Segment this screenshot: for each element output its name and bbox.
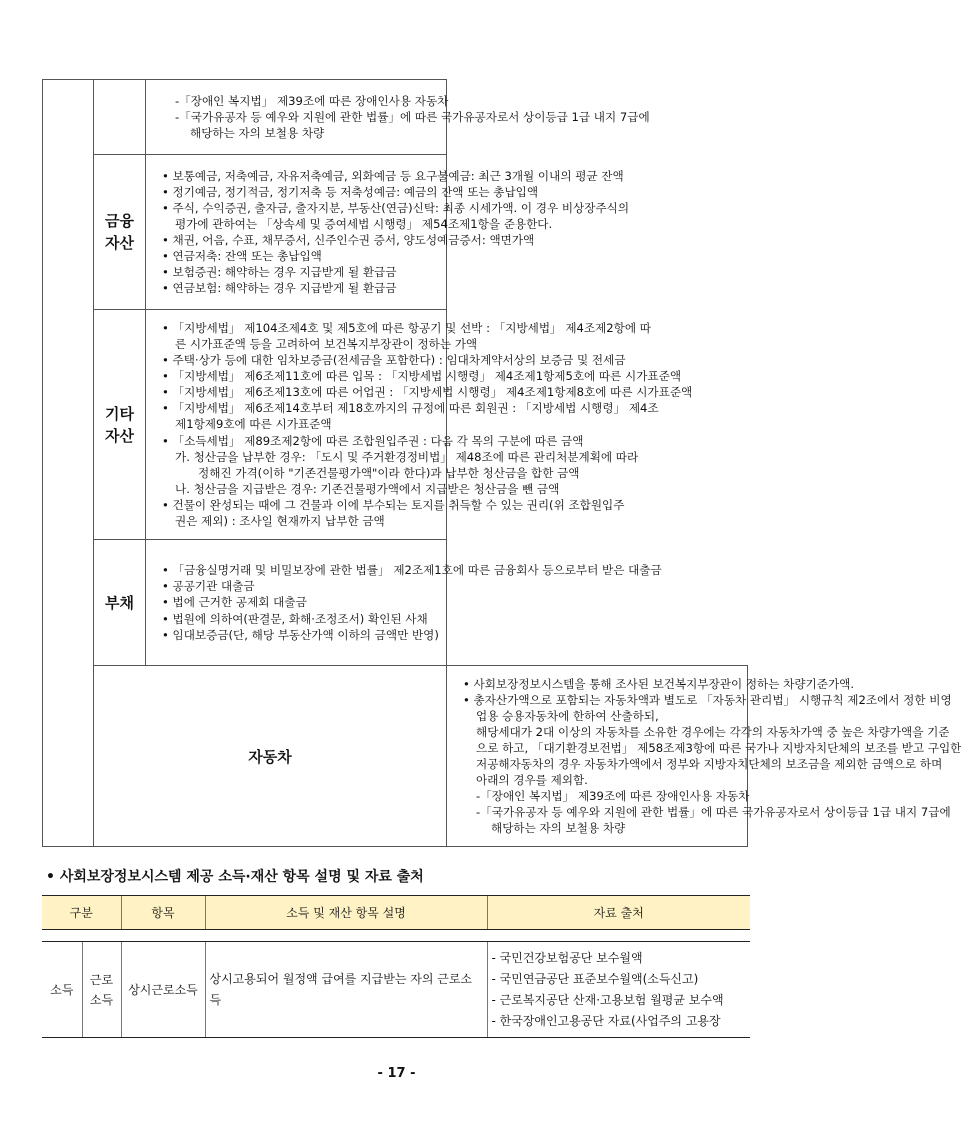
- category-vehicle: 자동차: [94, 666, 447, 847]
- text-line: • 임대보증금(단, 해당 부동산가액 이하의 금액만 반영): [162, 627, 439, 642]
- source-line: - 한국장애인고용공단 자료(사업주의 고용장: [491, 1013, 721, 1028]
- section-title: • 사회보장정보시스템 제공 소득·재산 항목 설명 및 자료 출처: [46, 869, 424, 885]
- text-line: 저공해자동차의 경우 자동차가액에서 정부와 지방자치단체의 보조금을 제외한 금액으로 하며: [476, 757, 943, 771]
- source-line: - 근로복지공단 산재·고용보험 월평균 보수액: [491, 992, 724, 1007]
- page-number: - 17 -: [377, 1066, 416, 1081]
- table-row: [43, 80, 748, 155]
- text-line: 해당세대가 2대 이상의 자동차를 소유한 경우에는 각각의 자동차가액 중 높은 차량가액을 기준: [476, 724, 950, 739]
- description-cell: 상시고용되어 월정액 급여를 지급받는 자의 근로소득: [205, 942, 487, 1038]
- category-financial-assets: 금융 자산: [94, 155, 146, 310]
- text-line: • 보통예금, 저축예금, 자유저축예금, 외화예금 등 요구불예금: 최근 3개월 이내의 평균 잔액: [162, 168, 624, 183]
- header-item: 항목: [121, 896, 205, 930]
- source-line: - 국민연금공단 표준보수월액(소득신고): [491, 971, 699, 986]
- vehicle-cell: [447, 666, 961, 847]
- text-line: • 연금저축: 잔액 또는 총납입액: [162, 249, 322, 264]
- text-line: • 건물이 완성되는 때에 그 건물과 이에 부수되는 토지를 취득할 수 있는 권리(위 조합원입주: [162, 497, 625, 512]
- text-line: 해당하는 자의 보철용 차량: [491, 821, 626, 836]
- text-line: • 채권, 어음, 수표, 채무증서, 신주인수권 증서, 양도성예금증서: 액면가액: [162, 233, 535, 247]
- blank-category-cell: [94, 80, 146, 155]
- income-items-table: [42, 895, 750, 1038]
- text-line: 른 시가표준액 등을 고려하여 보건복지부장관이 정하는 가액: [175, 336, 478, 351]
- text-line: • 「지방세법」 제6조제14호부터 제18호까지의 규정에 따른 회원권 : 「지방세법 시행령」 제4조: [162, 401, 659, 416]
- header-source: 자료 출처: [487, 896, 750, 930]
- asset-criteria-table: [42, 79, 961, 847]
- text-line: 가. 청산금을 납부한 경우: 「도시 및 주거환경정비법」 제48조에 따른 관리처분계획에 따라: [175, 449, 639, 464]
- table-row: [43, 666, 748, 847]
- table-row: [43, 310, 748, 540]
- financial-assets-cell: [146, 155, 630, 310]
- text-line: • 주택·상가 등에 대한 임차보증금(전세금을 포함한다) : 임대차계약서상의 보증금 및 전세금: [162, 353, 626, 368]
- text-line: 나. 청산금을 지급받은 경우: 기존건물평가액에서 지급받은 청산금을 뺀 금액: [175, 481, 560, 496]
- text-line: • 총자산가액으로 포함되는 자동차액과 별도로 「자동차 관리법」 시행규칙 제2조에서 정한 비영: [463, 692, 952, 707]
- text-line: • 공공기관 대출금: [162, 579, 255, 594]
- text-line: 으로 하고, 「대기환경보전법」 제58조제3항에 따른 국가나 지방자치단체의 보조를 받고 구입한: [476, 740, 961, 755]
- other-assets-cell: [146, 310, 693, 540]
- continuation-cell: [146, 80, 650, 155]
- text-line: -「국가유공자 등 예우와 지원에 관한 법률」에 따른 국가유공자로서 상이등급 1급 내지 7급에: [476, 805, 951, 820]
- debt-cell: [146, 540, 662, 666]
- text-line: -「장애인 복지법」 제39조에 따른 장애인사용 자동차: [175, 93, 449, 108]
- text-line: -「국가유공자 등 예우와 지원에 관한 법률」에 따른 국가유공자로서 상이등급 1급 내지 7급에: [175, 109, 650, 124]
- text-line: 평가에 관하여는 「상속세 및 증여세법 시행령」 제54조제1항을 준용한다.: [175, 216, 553, 231]
- header-category: 구분: [42, 896, 121, 930]
- text-line: 해당하는 자의 보철용 차량: [190, 126, 325, 141]
- text-line: • 연금보험: 해약하는 경우 지급받게 될 환급금: [162, 281, 397, 296]
- text-line: • 「지방세법」 제6조제11호에 따른 입목 : 「지방세법 시행령」 제4조제1항제5호에 따른 시가표준액: [162, 369, 682, 384]
- source-line: - 국민건강보험공단 보수월액: [491, 950, 643, 965]
- text-line: • 「금융실명거래 및 비밀보장에 관한 법률」 제2조제1호에 따른 금융회사 등으로부터 받은 대출금: [162, 563, 662, 578]
- text-line: • 법에 근거한 공제회 대출금: [162, 595, 307, 610]
- table-row: [43, 155, 748, 310]
- text-line: 아래의 경우를 제외함.: [476, 773, 588, 788]
- text-line: • 법원에 의하여(판결문, 화해·조정조서) 확인된 사채: [162, 611, 428, 626]
- table-row: [43, 540, 748, 666]
- text-line: 정해진 가격(이하 "기존건물평가액"이라 한다)과 납부한 청산금을 합한 금액: [198, 465, 580, 480]
- table-row: [42, 942, 750, 1038]
- text-line: • 보험증권: 해약하는 경우 지급받게 될 환급금: [162, 265, 397, 280]
- spacer-row: [42, 930, 750, 942]
- text-line: • 「지방세법」 제104조제4호 및 제5호에 따른 항공기 및 선박 : 「지방세법」 제4조제2항에 따: [162, 320, 651, 335]
- text-line: • 「지방세법」 제6조제13호에 따른 어업권 : 「지방세법 시행령」 제4조제1항제8호에 따른 시가표준액: [162, 385, 693, 400]
- subgroup-cell: 근로 소득: [82, 942, 121, 1038]
- text-line: • 주식, 수익증권, 출자금, 출자지분, 부동산(연금)신탁: 최종 시세가액. 이 경우 비상장주식의: [162, 200, 630, 215]
- group-cell: 소득: [42, 942, 82, 1038]
- table-header-row: [42, 896, 750, 930]
- category-other-assets: 기타 자산: [94, 310, 146, 540]
- text-line: • 사회보장정보시스템을 통해 조사된 보건복지부장관이 정하는 차량기준가액.: [463, 676, 855, 691]
- category-debt: 부채: [94, 540, 146, 666]
- text-line: 제1항제9호에 따른 시가표준액: [175, 417, 332, 432]
- text-line: -「장애인 복지법」 제39조에 따른 장애인사용 자동차: [476, 789, 750, 804]
- blank-cell: [43, 80, 94, 847]
- text-line: • 정기예금, 정기적금, 정기저축 등 저축성예금: 예금의 잔액 또는 총납입액: [162, 184, 539, 199]
- text-line: 업용 승용자동차에 한하여 산출하되,: [476, 708, 659, 723]
- item-cell: 상시근로소득: [121, 942, 205, 1038]
- text-line: • 「소득세법」 제89조제2항에 따른 조합원입주권 : 다음 각 목의 구분에 따른 금액: [162, 433, 584, 448]
- header-description: 소득 및 재산 항목 설명: [205, 896, 487, 930]
- source-cell: [487, 942, 750, 1038]
- text-line: 권은 제외) : 조사일 현재까지 납부한 금액: [175, 514, 385, 529]
